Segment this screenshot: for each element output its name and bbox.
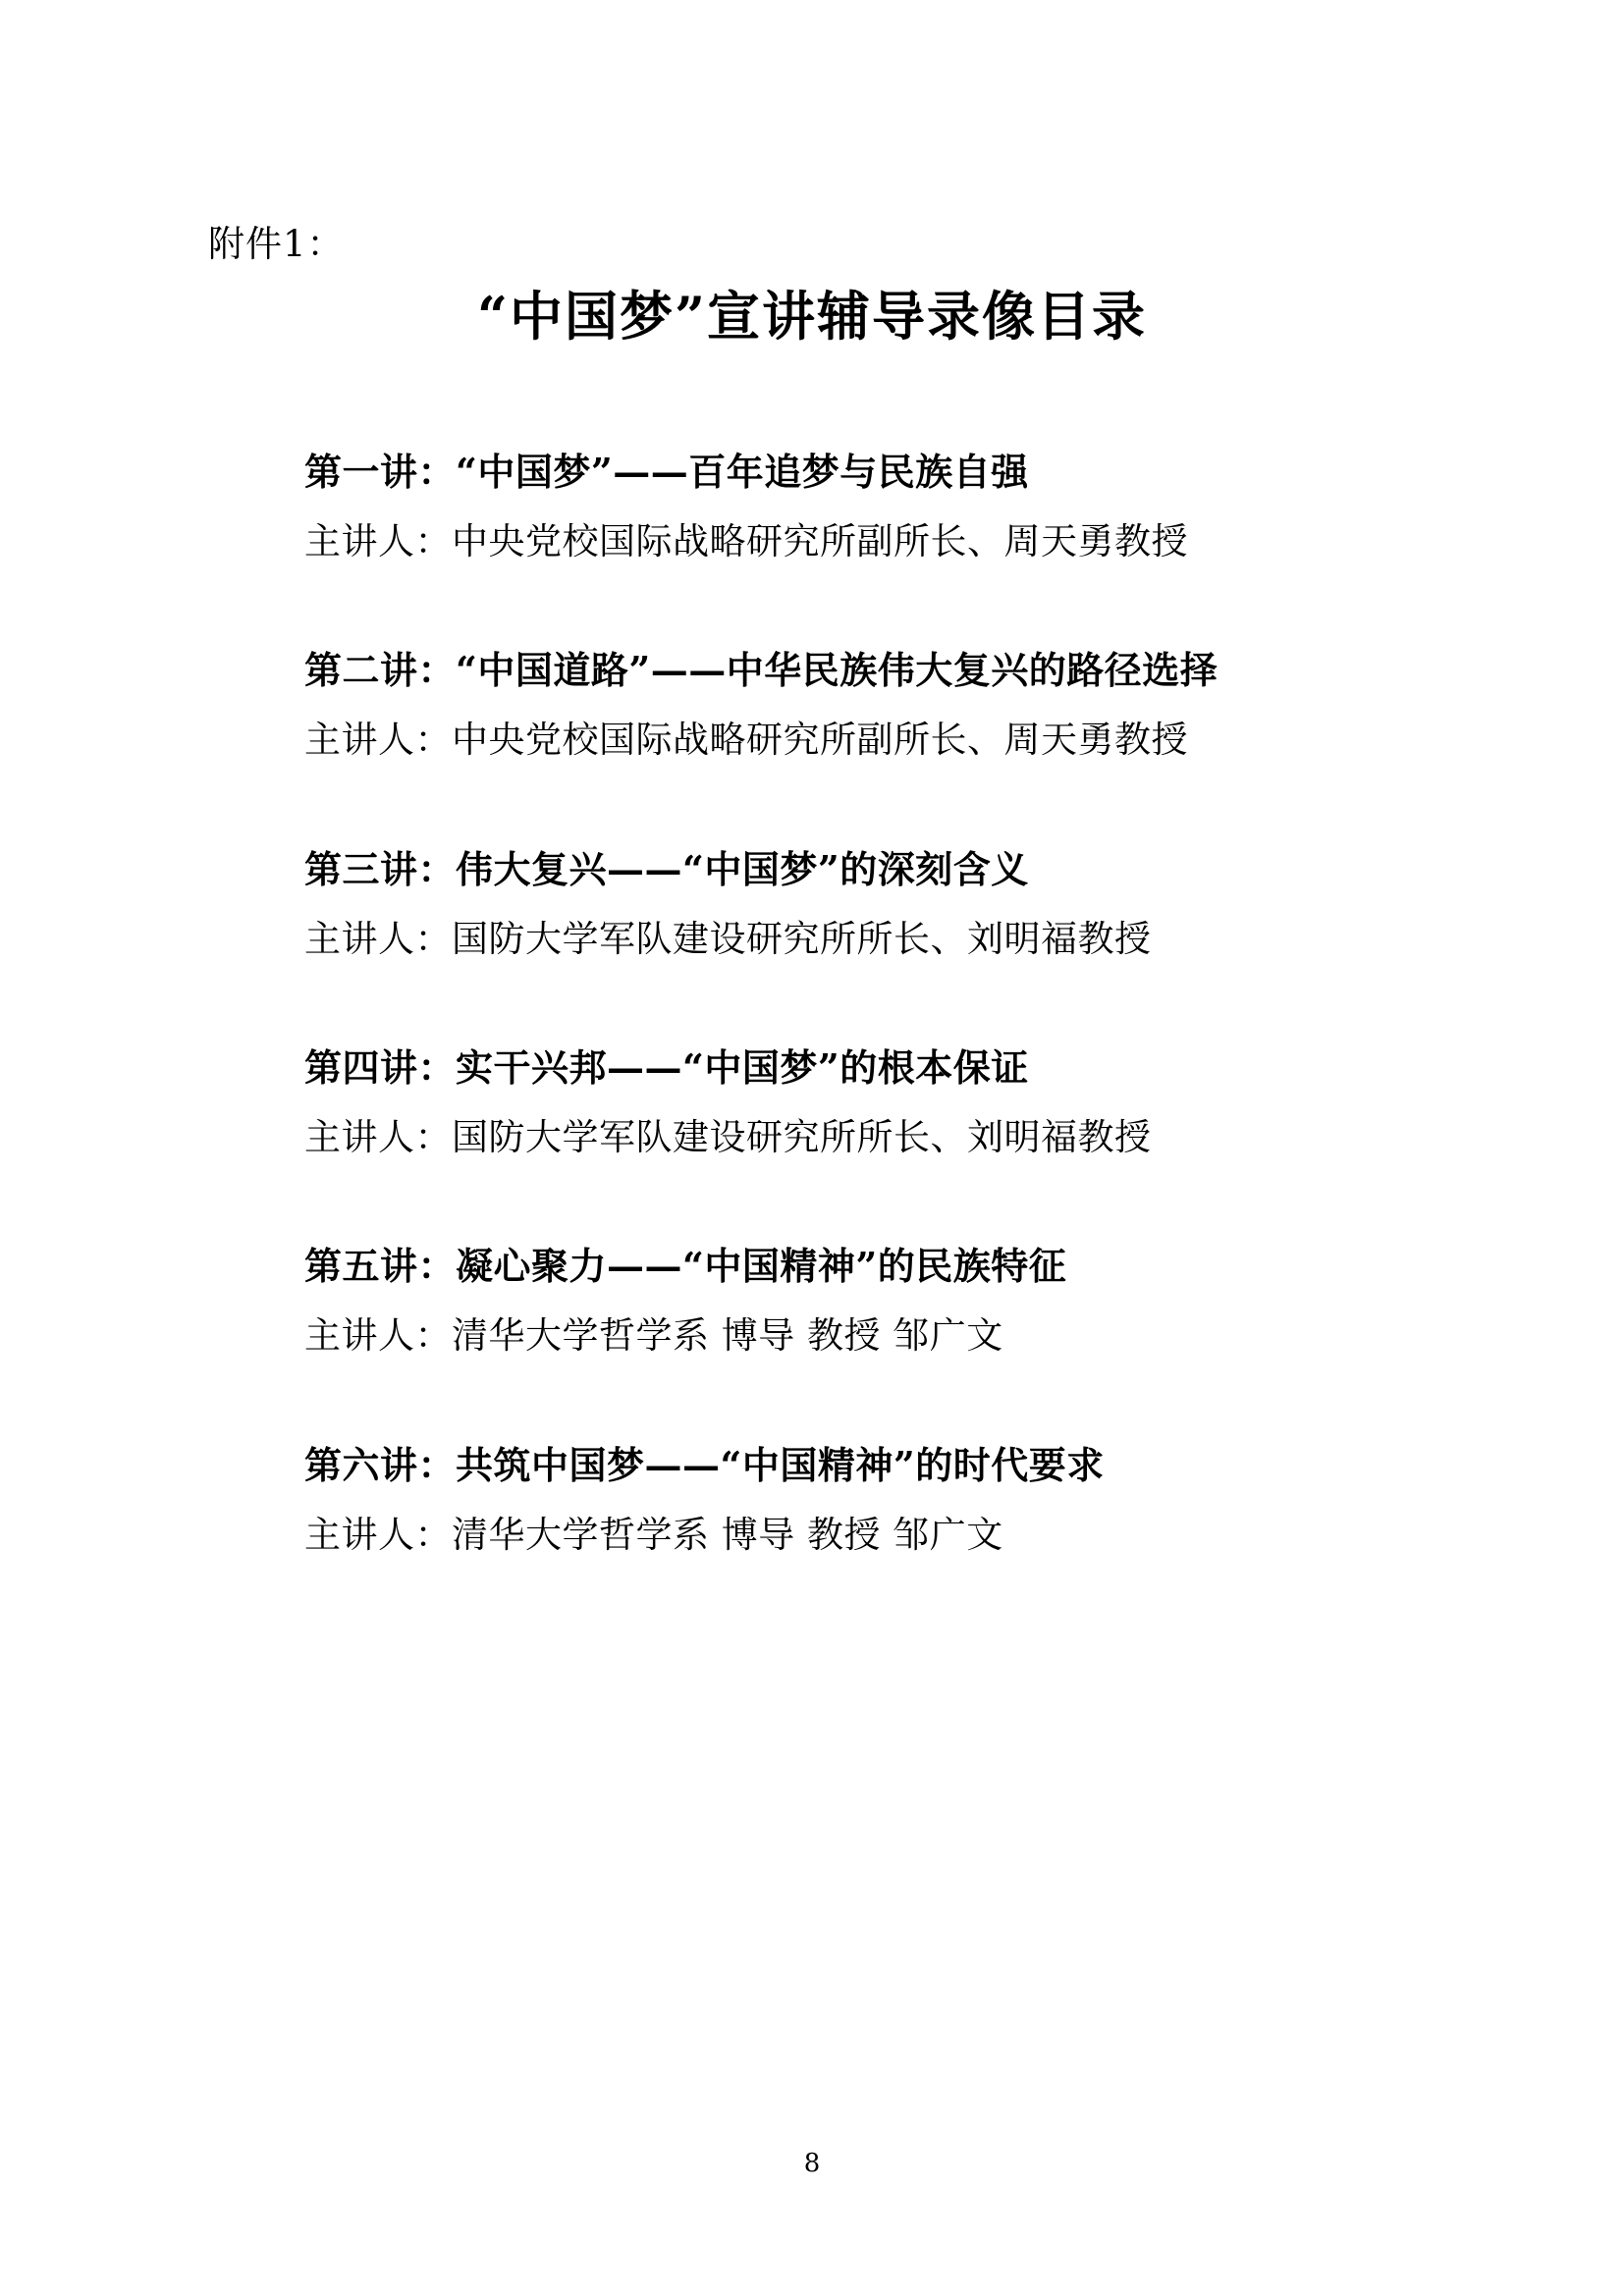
lecture-title: 第四讲：实干兴邦——“中国梦”的根本保证 (304, 1045, 1029, 1091)
lecture-speaker: 主讲人：国防大学军队建设研究所所长、刘明福教授 (304, 917, 1152, 960)
attachment-label: 附件1： (208, 223, 345, 265)
lecture-title: 第六讲：共筑中国梦——“中国精神”的时代要求 (304, 1442, 1105, 1487)
lecture-speaker: 主讲人：清华大学哲学系 博导 教授 邹广文 (304, 1513, 1003, 1556)
list-item (304, 642, 1384, 768)
lecture-title: 第二讲：“中国道路”——中华民族伟大复兴的路径选择 (304, 648, 1218, 693)
list-item (304, 444, 1384, 569)
list-item (304, 1238, 1384, 1363)
lecture-title: 第三讲：伟大复兴——“中国梦”的深刻含义 (304, 846, 1029, 891)
lecture-speaker: 主讲人：中央党校国际战略研究所副所长、周天勇教授 (304, 719, 1188, 762)
lecture-title: 第五讲：凝心聚力——“中国精神”的民族特征 (304, 1244, 1067, 1289)
lecture-speaker: 主讲人：国防大学军队建设研究所所长、刘明福教授 (304, 1116, 1152, 1159)
lecture-speaker: 主讲人：清华大学哲学系 博导 教授 邹广文 (304, 1314, 1003, 1358)
list-item (304, 1040, 1384, 1165)
list-item (304, 841, 1384, 967)
list-item (304, 1437, 1384, 1563)
lecture-speaker: 主讲人：中央党校国际战略研究所副所长、周天勇教授 (304, 520, 1188, 562)
page-title: “中国梦”宣讲辅导录像目录 (476, 285, 1148, 347)
lecture-title: 第一讲：“中国梦”——百年追梦与民族自强 (304, 450, 1029, 494)
page-number: 8 (803, 2149, 821, 2178)
lecture-list (304, 444, 1384, 1635)
